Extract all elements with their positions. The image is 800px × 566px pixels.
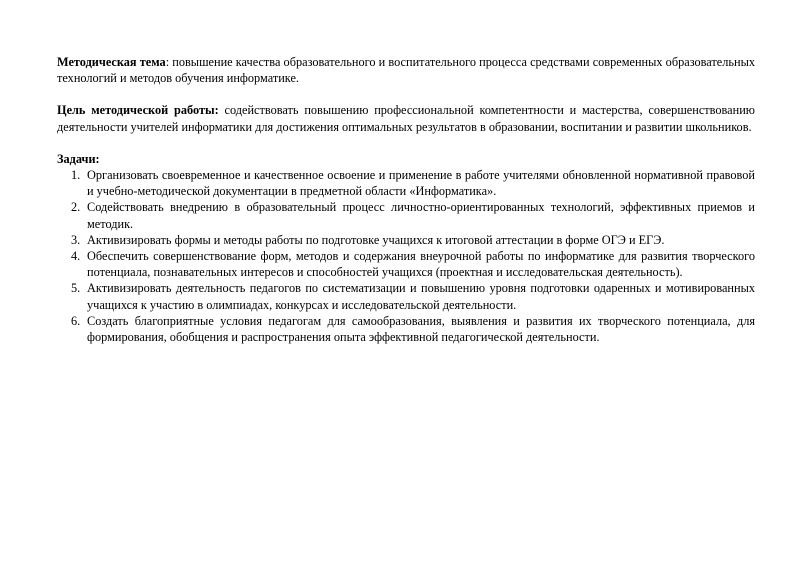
tasks-list [57, 167, 755, 345]
theme-separator: : [165, 55, 170, 69]
list-item-text: Активизировать деятельность педагогов по систематизации и повышению уровня подготовки одаренных и мотивированных учащихся к участию в олимпиадах, конкурсах и исследовательской деятельности. [87, 281, 755, 312]
theme-text: повышение качества образовательного и воспитательного процесса средствами современных образовательных технологий и методов обучения информатике. [57, 55, 755, 86]
document-page [57, 54, 755, 345]
methodical-goal [57, 102, 755, 134]
list-item [57, 167, 755, 199]
list-item-number: 2. [71, 200, 81, 215]
list-item-number: 3. [71, 232, 81, 247]
goal-label: Цель методической работы: [57, 103, 219, 118]
theme-label: Методическая тема [57, 55, 166, 69]
list-item-text: Содействовать внедрению в образовательный процесс личностно-ориентированных технологий, эффективных приемов и методик. [87, 200, 755, 231]
list-item-number: 6. [71, 313, 81, 328]
list-item-text: Создать благоприятные условия педагогам для самообразования, выявления и развития их творческого потенциала, для формирования, обобщения и распространения опыта эффективной педагогической деятельности. [87, 313, 755, 345]
list-item [57, 248, 755, 280]
list-item-text: Активизировать формы и методы работы по подготовке учащихся к итоговой аттестации в форме ОГЭ и ЕГЭ. [87, 232, 665, 247]
list-item [57, 199, 755, 231]
list-item-text: Обеспечить совершенствование форм, методов и содержания внеурочной работы по информатике для развития творческого потенциала, познавательных интересов и способностей учащихся (проектная и исследовательская деятельность). [87, 249, 755, 280]
methodical-theme [57, 54, 755, 86]
list-item-number: 1. [71, 168, 81, 183]
list-item-text: Организовать своевременное и качественное освоение и применение в работе учителями обновленной нормативной правовой и учебно-методической документации в предметной области «Информатика». [87, 168, 755, 199]
tasks-heading: Задачи: [57, 151, 100, 166]
list-item [57, 280, 755, 312]
goal-text: содействовать повышению профессиональной компетентности и мастерства, совершенствованию деятельности учителей информатики для достижения оптимальных результатов в образовании, воспитании и развитии школьников. [57, 103, 755, 134]
list-item-number: 4. [71, 249, 81, 264]
list-item [57, 313, 755, 345]
list-item-number: 5. [71, 281, 81, 296]
list-item [57, 232, 755, 248]
